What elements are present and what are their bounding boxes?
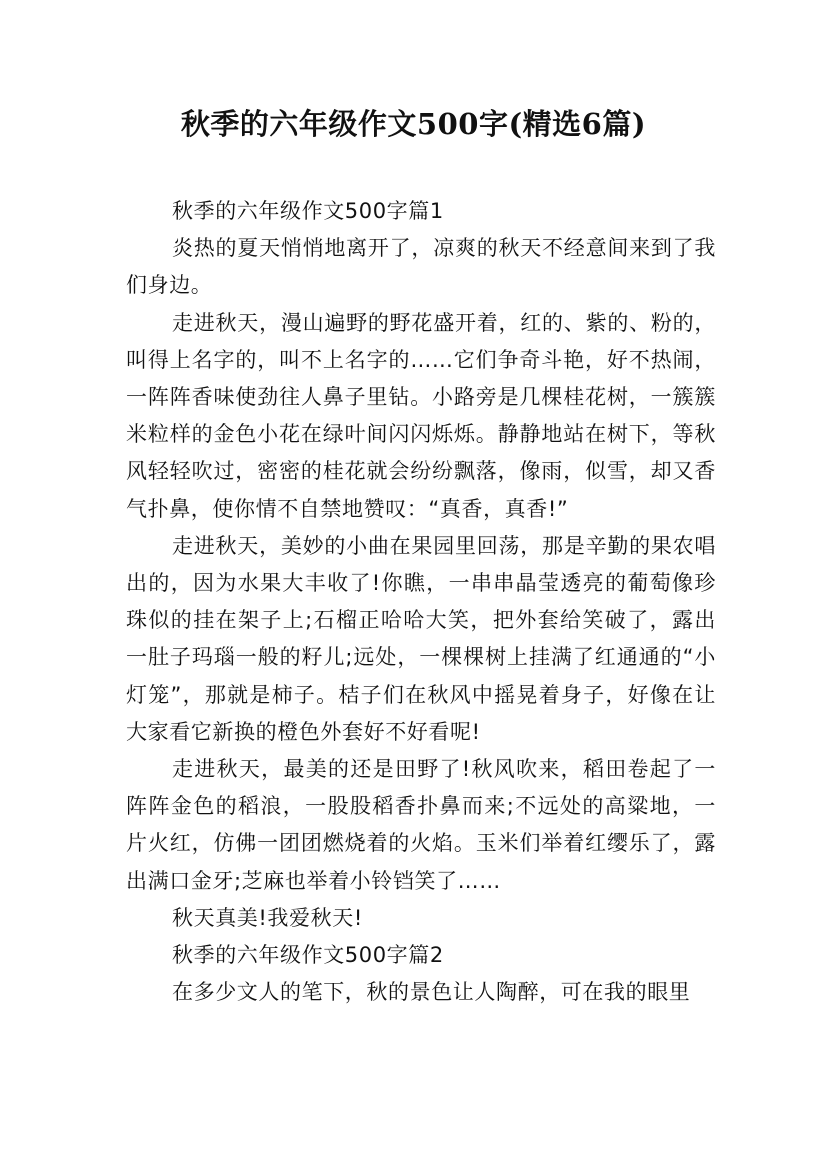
document-body — [126, 193, 716, 1011]
paragraph-closing: 秋天真美!我爱秋天! — [172, 905, 363, 930]
paragraph-orchard: 走进秋天，美妙的小曲在果园里回荡，那是辛勤的果农唱出的，因为水果大丰收了!你瞧，一串串晶莹透亮的葡萄像珍珠似的挂在架子上;石榴正哈哈大笑，把外套给笑破了，露出一肚子玛瑙一般的籽儿;远处，一棵棵树上挂满了红通通的“小灯笼”，那就是柿子。桔子们在秋风中摇晃着身子，好像在让大家看它新换的橙色外套好不好看呢! — [126, 533, 716, 744]
paragraph-essay-2-start: 在多少文人的笔下，秋的景色让人陶醉，可在我的眼里 — [172, 980, 691, 1005]
paragraph-flowers: 走进秋天，漫山遍野的野花盛开着，红的、紫的、粉的，叫得上名字的，叫不上名字的……它们争奇斗艳，好不热闹，一阵阵香味使劲往人鼻子里钻。小路旁是几棵桂花树，一簇簇米粒样的金色小花在绿叶间闪闪烁烁。静静地站在树下，等秋风轻轻吹过，密密的桂花就会纷纷飘落，像雨，似雪，却又香气扑鼻，使你情不自禁地赞叹：“真香，真香!” — [126, 310, 716, 521]
section-heading-2: 秋季的六年级作文500字篇2 — [172, 943, 444, 968]
paragraph-intro: 炎热的夏天悄悄地离开了，凉爽的秋天不经意间来到了我们身边。 — [126, 236, 716, 298]
document-title: 秋季的六年级作文500字(精选6篇) — [180, 107, 647, 141]
section-heading-1: 秋季的六年级作文500字篇1 — [172, 199, 444, 223]
paragraph-fields: 走进秋天，最美的还是田野了!秋风吹来，稻田卷起了一阵阵金色的稻浪，一股股稻香扑鼻而来;不远处的高粱地，一片火红，仿佛一团团燃烧着的火焰。玉米们举着红缨乐了，露出满口金牙;芝麻也举着小铃铛笑了…… — [126, 757, 716, 893]
